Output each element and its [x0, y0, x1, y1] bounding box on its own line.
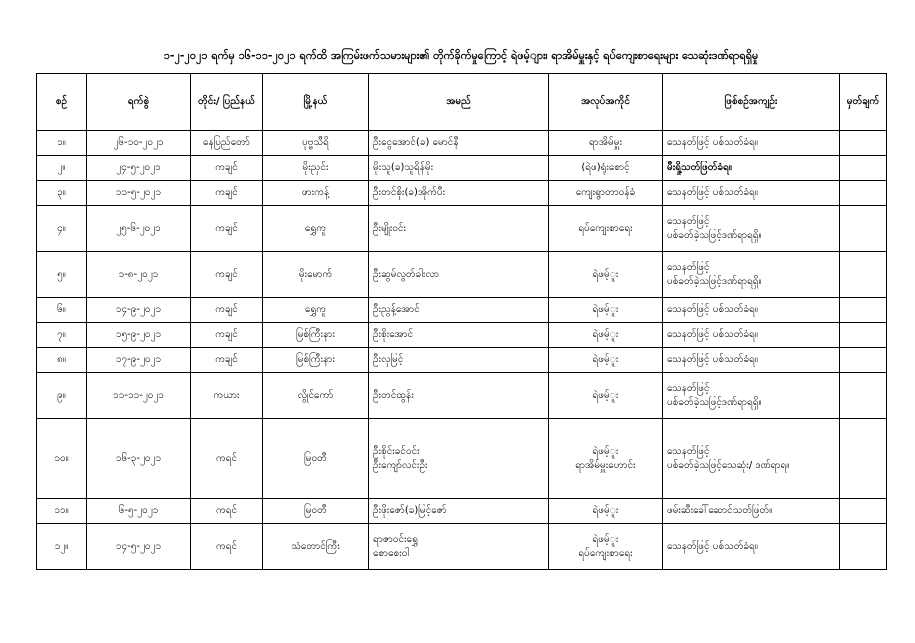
cell-remark: [840, 181, 887, 206]
incident-line: သေနတ်ဖြင့်: [667, 382, 710, 394]
cell-township: မြစ်ကြီးနား: [263, 348, 369, 373]
occupation-line: (ရဲဖ)ရုံးစောင့်: [581, 162, 630, 173]
table-row: [37, 373, 887, 419]
cell-township: မိုးညှင်း: [263, 156, 369, 181]
cell-remark: [840, 323, 887, 348]
cell-remark: [840, 156, 887, 181]
incident-line: သေနတ်ဖြင့်: [667, 261, 710, 273]
cell-incident: [663, 419, 840, 499]
cell-incident: [663, 348, 840, 373]
header-date: ရက်စွဲ: [87, 74, 191, 131]
cell-date: ၁၁-၅-၂၀၂၁: [87, 181, 191, 206]
occupation-line: ရာအိမ်မှူးဟောင်း: [575, 459, 636, 471]
table-row: [37, 499, 887, 524]
cell-township: ရွှေကူ: [263, 206, 369, 252]
header-row: [37, 74, 887, 131]
cell-no: ၇။: [37, 323, 87, 348]
cell-name: [369, 499, 549, 524]
cell-no: ၁၀။: [37, 419, 87, 499]
cell-incident: [663, 499, 840, 524]
header-remark: မှတ်ချက်: [840, 74, 887, 131]
cell-date: ၂၄-၅-၂၀၂၁: [87, 156, 191, 181]
cell-name: [369, 298, 549, 323]
cell-name: [369, 131, 549, 156]
table-row: [37, 156, 887, 181]
cell-occupation: [549, 524, 663, 570]
occupation-line: ရဲဖမ့်ူး: [592, 505, 619, 516]
name-line: ဦးတင်ထွန်း: [373, 389, 414, 401]
occupation-line: ကျေးရွာတာဝန်ခံ: [575, 187, 636, 198]
table-row: [37, 131, 887, 156]
cell-occupation: [549, 419, 663, 499]
cell-region: ကချင်: [191, 348, 263, 373]
name-line: ဦးဆွမ်လွတ်ခါးလာ: [373, 268, 439, 280]
cell-date: ၁၅-၉-၂၀၂၁: [87, 323, 191, 348]
cell-remark: [840, 419, 887, 499]
cell-date: ၁၆-၃-၂၀၂၁: [87, 419, 191, 499]
occupation-line: ရဲဖမ့်ူး: [592, 329, 619, 340]
cell-township: မြဝတီ: [263, 499, 369, 524]
cell-occupation: [549, 499, 663, 524]
name-line: ဦးညွန့်အောင်: [373, 304, 420, 315]
cell-no: ၁၁။: [37, 499, 87, 524]
cell-incident: [663, 252, 840, 298]
incident-line: သေနတ်ဖြင့်: [667, 445, 710, 457]
cell-township: မြစ်ကြီးနား: [263, 323, 369, 348]
header-name: အမည်: [369, 74, 549, 131]
cell-occupation: [549, 206, 663, 252]
name-line: ရာဇာဝင်းရွှေ: [373, 533, 418, 545]
occupation-line: ရဲဖမ့်ူး: [592, 389, 619, 401]
cell-occupation: [549, 348, 663, 373]
cell-remark: [840, 252, 887, 298]
incident-line: ပစ်ခတ်ခဲ့သဖြင့်ဒဏ်ရာရရှိ။: [667, 275, 762, 287]
cell-no: ၅။: [37, 252, 87, 298]
cell-name: [369, 252, 549, 298]
cell-name: [369, 156, 549, 181]
document-title: ၁-၂-၂၀၂၁ ရက်မှ ၁၆-၁၁-၂၀၂၁ ရက်ထိ အကြမ်းဖက်သမားများ၏ တိုက်ခိုက်မှုကြောင့် ရဲဖမ့်ျား၊ ရာအိမ်မှူးနှင့် ရပ်ကျေးစာရေးများ သေဆုံးဒဏ်ရာရရှိမှု: [163, 49, 759, 62]
name-line: စောစေးဝါ: [373, 547, 410, 559]
cell-region: ကရင်: [191, 499, 263, 524]
name-line: ဦးဖိုးဇော်(ခ)မြင့်ဇော်: [373, 505, 447, 516]
cell-township: သံတောင်ကြီး: [263, 524, 369, 570]
table-row: [37, 181, 887, 206]
occupation-line: ရဲဖမ့်ူး: [592, 533, 619, 545]
cell-no: ၉။: [37, 373, 87, 419]
table-row: [37, 524, 887, 570]
cell-remark: [840, 348, 887, 373]
incident-table: [36, 73, 887, 570]
table-row: [37, 252, 887, 298]
cell-name: [369, 524, 549, 570]
name-line: ဦးစိုးအောင်: [373, 329, 414, 340]
cell-incident: [663, 298, 840, 323]
cell-name: [369, 181, 549, 206]
incident-line: သေနတ်ဖြင့်: [667, 215, 710, 227]
table-row: [37, 323, 887, 348]
occupation-line: ရပ်ကျေးစာရေး: [578, 547, 633, 559]
header-occupation: အလုပ်အကိုင်: [549, 74, 663, 131]
table-row: [37, 419, 887, 499]
cell-name: [369, 206, 549, 252]
cell-no: ၃။: [37, 181, 87, 206]
incident-line: သေနတ်ဖြင့် ပစ်သတ်ခံရ။: [667, 540, 758, 552]
incident-line: သေနတ်ဖြင့် ပစ်သတ်ခံရ။: [667, 329, 758, 340]
incident-line: သေနတ်ဖြင့် ပစ်သတ်ခံရ။: [667, 137, 758, 148]
cell-date: ၂၅-၆-၂၀၂၁: [87, 206, 191, 252]
cell-region: ကချင်: [191, 323, 263, 348]
cell-occupation: [549, 298, 663, 323]
cell-no: ၁။: [37, 131, 87, 156]
name-line: ဦးတင်စိုး(ခ)အိုက်ပီး: [373, 187, 446, 198]
cell-region: ကယား: [191, 373, 263, 419]
cell-name: [369, 419, 549, 499]
header-township: မြို့နယ်: [263, 74, 369, 131]
cell-incident: [663, 323, 840, 348]
cell-region: ကချင်: [191, 252, 263, 298]
cell-occupation: [549, 131, 663, 156]
incident-line: မီးရှို့သတ်ဖြတ်ခံရ။: [667, 162, 732, 173]
cell-remark: [840, 499, 887, 524]
cell-occupation: [549, 373, 663, 419]
cell-occupation: [549, 323, 663, 348]
name-line: ဦးငွေအောင်(ခ) မောင်နီ: [373, 137, 459, 148]
cell-date: ၁၇-၉-၂၀၂၁: [87, 348, 191, 373]
cell-date: ၁၁-၁၁-၂၀၂၁: [87, 373, 191, 419]
cell-no: ၁၂။: [37, 524, 87, 570]
occupation-line: ရဲဖမ့်ူး: [592, 268, 619, 280]
name-line: ဦးမျိုးဝင်း: [373, 222, 407, 234]
cell-no: ၂။: [37, 156, 87, 181]
cell-no: ၄။: [37, 206, 87, 252]
occupation-line: ရာအိမ်မှူး: [589, 137, 622, 148]
cell-date: ၁၄-၉-၂၀၂၁: [87, 298, 191, 323]
cell-no: ၈။: [37, 348, 87, 373]
cell-incident: [663, 373, 840, 419]
occupation-line: ရဲဖမ့်ူး: [592, 304, 619, 315]
cell-township: မြဝတီ: [263, 419, 369, 499]
name-line: ဦးကျော်လင်းဦး: [373, 459, 428, 471]
cell-name: [369, 373, 549, 419]
cell-township: ရွှေကူ: [263, 298, 369, 323]
table-body: [37, 131, 887, 570]
cell-date: ၂၆-၁၀-၂၀၂၁: [87, 131, 191, 156]
incident-line: သေနတ်ဖြင့် ပစ်သတ်ခံရ။: [667, 304, 758, 315]
cell-no: ၆။: [37, 298, 87, 323]
cell-incident: [663, 156, 840, 181]
cell-incident: [663, 206, 840, 252]
cell-remark: [840, 131, 887, 156]
occupation-line: ရဲဖမ့်ူး: [592, 445, 619, 457]
cell-incident: [663, 131, 840, 156]
cell-region: ကချင်: [191, 298, 263, 323]
header-no: စဉ်: [37, 74, 87, 131]
name-line: ဦးစိုင်းခင်ဝင်း: [373, 445, 420, 457]
cell-region: နေပြည်တော်: [191, 131, 263, 156]
incident-line: သေနတ်ဖြင့် ပစ်သတ်ခံရ။: [667, 187, 758, 198]
cell-remark: [840, 298, 887, 323]
cell-name: [369, 348, 549, 373]
cell-incident: [663, 524, 840, 570]
cell-date: ၁-၈-၂၀၂၁: [87, 252, 191, 298]
name-line: ဦးလှမြင့်: [373, 354, 404, 365]
cell-region: ကချင်: [191, 206, 263, 252]
cell-occupation: [549, 181, 663, 206]
cell-incident: [663, 181, 840, 206]
cell-occupation: [549, 156, 663, 181]
incident-line: ဖမ်းဆီးခေါ်ဆောင်သတ်ဖြတ်။: [667, 505, 773, 516]
cell-remark: [840, 206, 887, 252]
cell-remark: [840, 373, 887, 419]
cell-township: ပုဗ္ဗသီရိ: [263, 131, 369, 156]
cell-township: မိုးမောက်: [263, 252, 369, 298]
cell-date: ၁၄-၅-၂၀၂၁: [87, 524, 191, 570]
cell-remark: [840, 524, 887, 570]
table-row: [37, 348, 887, 373]
cell-name: [369, 323, 549, 348]
incident-line: သေနတ်ဖြင့် ပစ်သတ်ခံရ။: [667, 354, 758, 365]
occupation-line: ရပ်ကျေးစာရေး: [578, 222, 633, 234]
name-line: မိုးသူ(ခ)သူရိန်မိုး: [373, 162, 434, 173]
cell-region: ကချင်: [191, 156, 263, 181]
incident-line: ပစ်ခတ်ခဲ့သဖြင့်ဒဏ်ရာရရှိ။: [667, 229, 762, 241]
table-row: [37, 298, 887, 323]
cell-region: ကရင်: [191, 419, 263, 499]
cell-township: ဖားကန့်: [263, 181, 369, 206]
cell-township: လွိုင်ကော်: [263, 373, 369, 419]
cell-date: ၆-၅-၂၀၂၁: [87, 499, 191, 524]
cell-region: ကရင်: [191, 524, 263, 570]
cell-region: ကချင်: [191, 181, 263, 206]
occupation-line: ရဲဖမ့်ူး: [592, 354, 619, 365]
header-region: တိုင်း/ ပြည်နယ်: [191, 74, 263, 131]
cell-occupation: [549, 252, 663, 298]
header-incident: ဖြစ်စဉ်အကျဉ်း: [663, 74, 840, 131]
incident-line: ပစ်ခတ်ခဲ့သဖြင့်သေဆုံး/ ဒဏ်ရာရ။: [667, 459, 790, 471]
incident-line: ပစ်ခတ်ခဲ့သဖြင့်ဒဏ်ရာရရှိ။: [667, 396, 762, 408]
table-row: [37, 206, 887, 252]
